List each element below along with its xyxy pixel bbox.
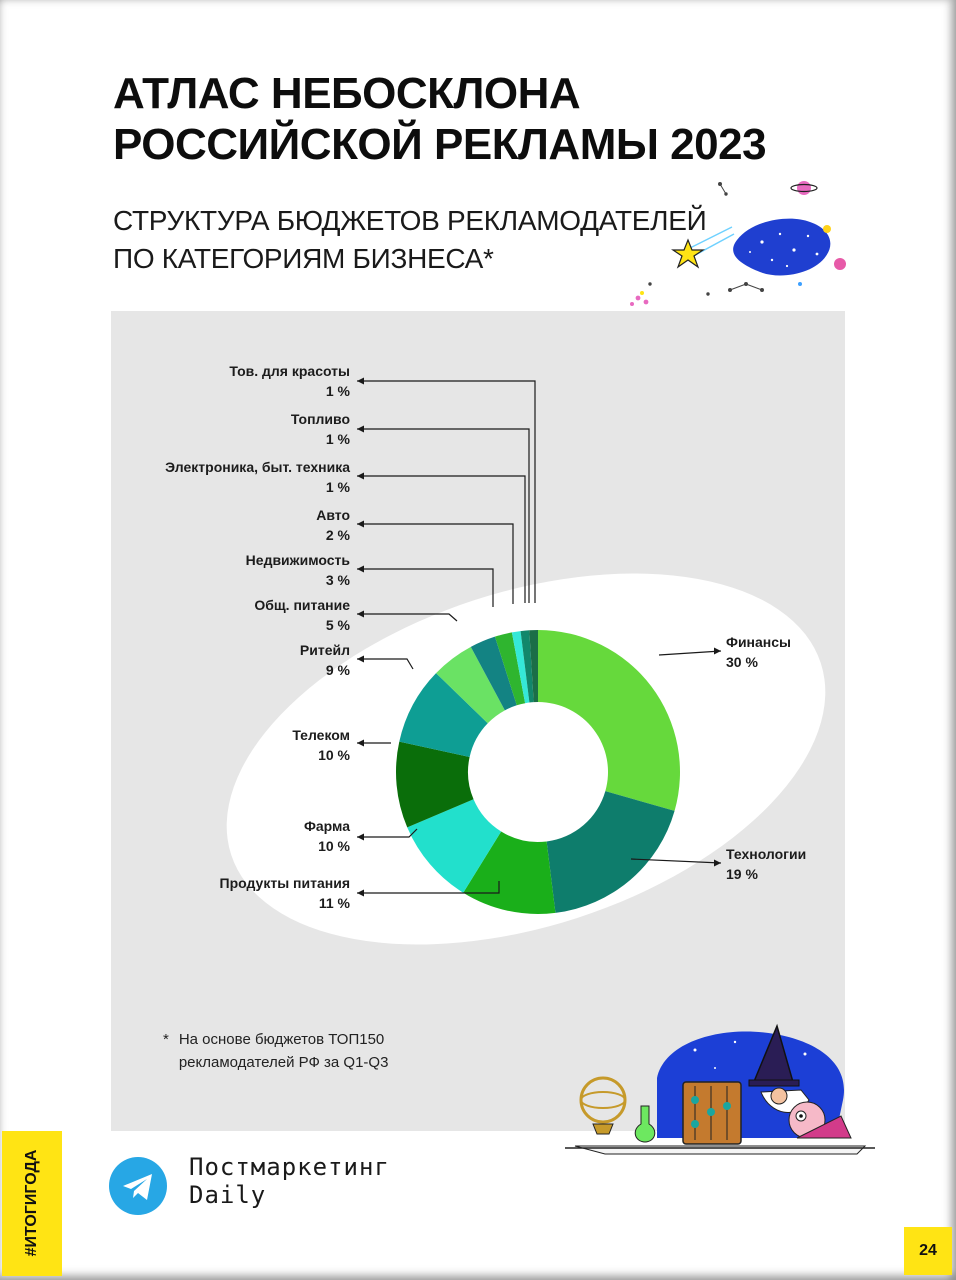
leader-line-топливо [357, 429, 529, 603]
slice-label-фарма: Фарма [303, 818, 350, 834]
slice-label-общ-питание: Общ. питание [254, 597, 350, 613]
slice-value-продукты-питания: 11 % [318, 895, 350, 911]
page-number: 24 [904, 1227, 952, 1275]
slice-value-технологии: 19 % [726, 866, 758, 882]
slice-value-телеком: 10 % [318, 747, 350, 763]
slice-value-тов-для-красоты: 1 % [325, 383, 350, 399]
slice-value-общ-питание: 5 % [325, 617, 350, 633]
leader-line-электроника-быт-техника [357, 476, 525, 603]
leader-arrow-общ-питание [357, 611, 364, 618]
slice-label-телеком: Телеком [292, 727, 350, 743]
leader-arrow-тов-для-красоты [357, 378, 364, 385]
footnote-text: На основе бюджетов ТОП150 рекламодателей РФ за Q1-Q3 [178, 1031, 389, 1071]
leader-arrow-авто [357, 521, 364, 528]
leader-line-авто [357, 524, 513, 604]
leader-arrow-недвижимость [357, 566, 364, 573]
hashtag-label: #ИТОГИГОДА [23, 1149, 40, 1257]
slice-value-фарма: 10 % [318, 838, 350, 854]
slice-label-продукты-питания: Продукты питания [219, 875, 350, 891]
hashtag-tag [2, 1131, 62, 1276]
slice-label-технологии: Технологии [726, 846, 807, 862]
telegram-logo [109, 1157, 167, 1215]
slice-value-финансы: 30 % [726, 654, 758, 670]
chart-subtitle: СТРУКТУРА БЮДЖЕТОВ РЕКЛАМОДАТЕЛЕЙ ПО КАТЕГОРИЯМ БИЗНЕСА* [113, 205, 707, 274]
slice-value-электроника-быт-техника: 1 % [325, 479, 350, 495]
donut-chart [111, 311, 845, 1131]
footnote-mark: * [163, 1031, 169, 1048]
slice-label-ритейл: Ритейл [299, 642, 350, 658]
slice-label-финансы: Финансы [726, 634, 791, 650]
page-title: АТЛАС НЕБОСКЛОНА РОССИЙСКОЙ РЕКЛАМЫ 2023 [113, 69, 767, 169]
slice-value-авто: 2 % [325, 527, 350, 543]
space-decoration-icon [622, 172, 852, 312]
leader-line-тов-для-красоты [357, 381, 535, 603]
slice-label-электроника-быт-техника: Электроника, быт. техника [165, 459, 350, 475]
leader-arrow-технологии [714, 860, 721, 867]
brand-name: Постмаркетинг Daily [189, 1153, 390, 1209]
wizard-illustration-icon [565, 1020, 875, 1180]
slice-value-ритейл: 9 % [325, 662, 350, 678]
slice-label-тов-для-красоты: Тов. для красоты [229, 363, 350, 379]
slice-label-топливо: Топливо [290, 411, 350, 427]
slice-value-недвижимость: 3 % [325, 572, 350, 588]
slice-value-топливо: 1 % [325, 431, 350, 447]
slice-label-недвижимость: Недвижимость [245, 552, 350, 568]
leader-arrow-топливо [357, 426, 364, 433]
telegram-icon [109, 1157, 167, 1215]
leader-arrow-электроника-быт-техника [357, 473, 364, 480]
chart-background-ellipse [180, 504, 845, 1013]
footnote [163, 1028, 388, 1074]
chart-panel [111, 311, 845, 1131]
slice-label-авто: Авто [316, 507, 350, 523]
